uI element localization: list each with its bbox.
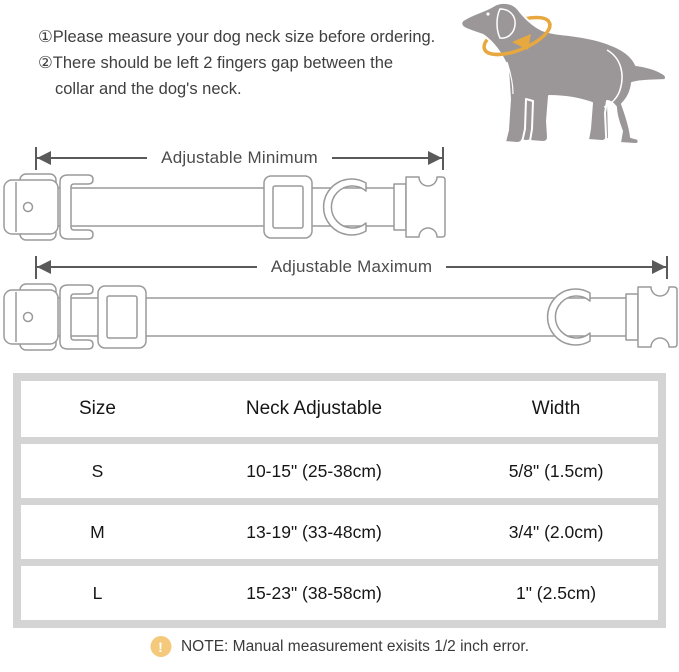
collar-strap bbox=[56, 188, 402, 226]
exclamation-icon: ! bbox=[150, 636, 171, 657]
cell-size: S bbox=[91, 460, 104, 481]
table-row-l bbox=[21, 566, 658, 620]
triglide-slider-icon bbox=[98, 286, 146, 348]
collar-minimum-diagram bbox=[0, 171, 450, 243]
instruction-line-1: ①Please measure your dog neck size before ordering. bbox=[38, 28, 436, 46]
table-row-m bbox=[21, 505, 658, 559]
dog-silhouette-illustration bbox=[455, 0, 679, 162]
metal-buckle-icon bbox=[4, 174, 58, 240]
adjustable-maximum-label: Adjustable Maximum bbox=[270, 257, 433, 276]
side-release-buckle-icon bbox=[626, 287, 677, 347]
measuring-instructions bbox=[38, 24, 435, 102]
cell-width: 1" (2.5cm) bbox=[515, 582, 597, 603]
size-chart-table bbox=[13, 373, 666, 628]
row-divider bbox=[21, 498, 658, 505]
cell-neck: 15-23" (38-58cm) bbox=[246, 582, 382, 603]
instruction-line-3: collar and the dog's neck. bbox=[55, 80, 242, 98]
adjustable-minimum-label: Adjustable Minimum bbox=[161, 148, 318, 167]
row-divider bbox=[21, 559, 658, 566]
left-arrow-line bbox=[37, 157, 147, 159]
adjustable-maximum-dimension bbox=[35, 255, 668, 279]
table-row-s bbox=[21, 444, 658, 498]
header-width: Width bbox=[531, 398, 581, 419]
right-tick bbox=[442, 147, 444, 170]
cell-size: L bbox=[92, 582, 103, 603]
adjustable-minimum-dimension bbox=[35, 146, 444, 170]
triglide-slider-icon bbox=[264, 176, 312, 238]
dog-eye bbox=[486, 12, 489, 15]
right-arrow-line bbox=[446, 266, 666, 268]
instruction-line-2: ②There should be left 2 fingers gap between the bbox=[38, 54, 394, 72]
side-release-buckle-icon bbox=[394, 177, 445, 237]
note-text: NOTE: Manual measurement exisits 1/2 inch error. bbox=[180, 637, 530, 655]
header-size: Size bbox=[78, 398, 116, 419]
right-tick bbox=[666, 256, 668, 279]
table-header-row bbox=[21, 381, 658, 437]
cell-width: 3/4" (2.0cm) bbox=[508, 521, 604, 542]
right-arrow-line bbox=[332, 157, 442, 159]
metal-buckle-icon bbox=[4, 284, 58, 350]
collar-maximum-diagram bbox=[0, 281, 679, 353]
cell-width: 5/8" (1.5cm) bbox=[508, 460, 604, 481]
row-divider bbox=[21, 437, 658, 444]
header-neck-adjustable: Neck Adjustable bbox=[245, 398, 383, 419]
cell-neck: 13-19" (33-48cm) bbox=[246, 521, 382, 542]
measurement-note bbox=[150, 636, 529, 657]
left-arrow-line bbox=[37, 266, 257, 268]
dog-body bbox=[461, 3, 666, 144]
cell-neck: 10-15" (25-38cm) bbox=[246, 460, 382, 481]
cell-size: M bbox=[90, 521, 105, 542]
